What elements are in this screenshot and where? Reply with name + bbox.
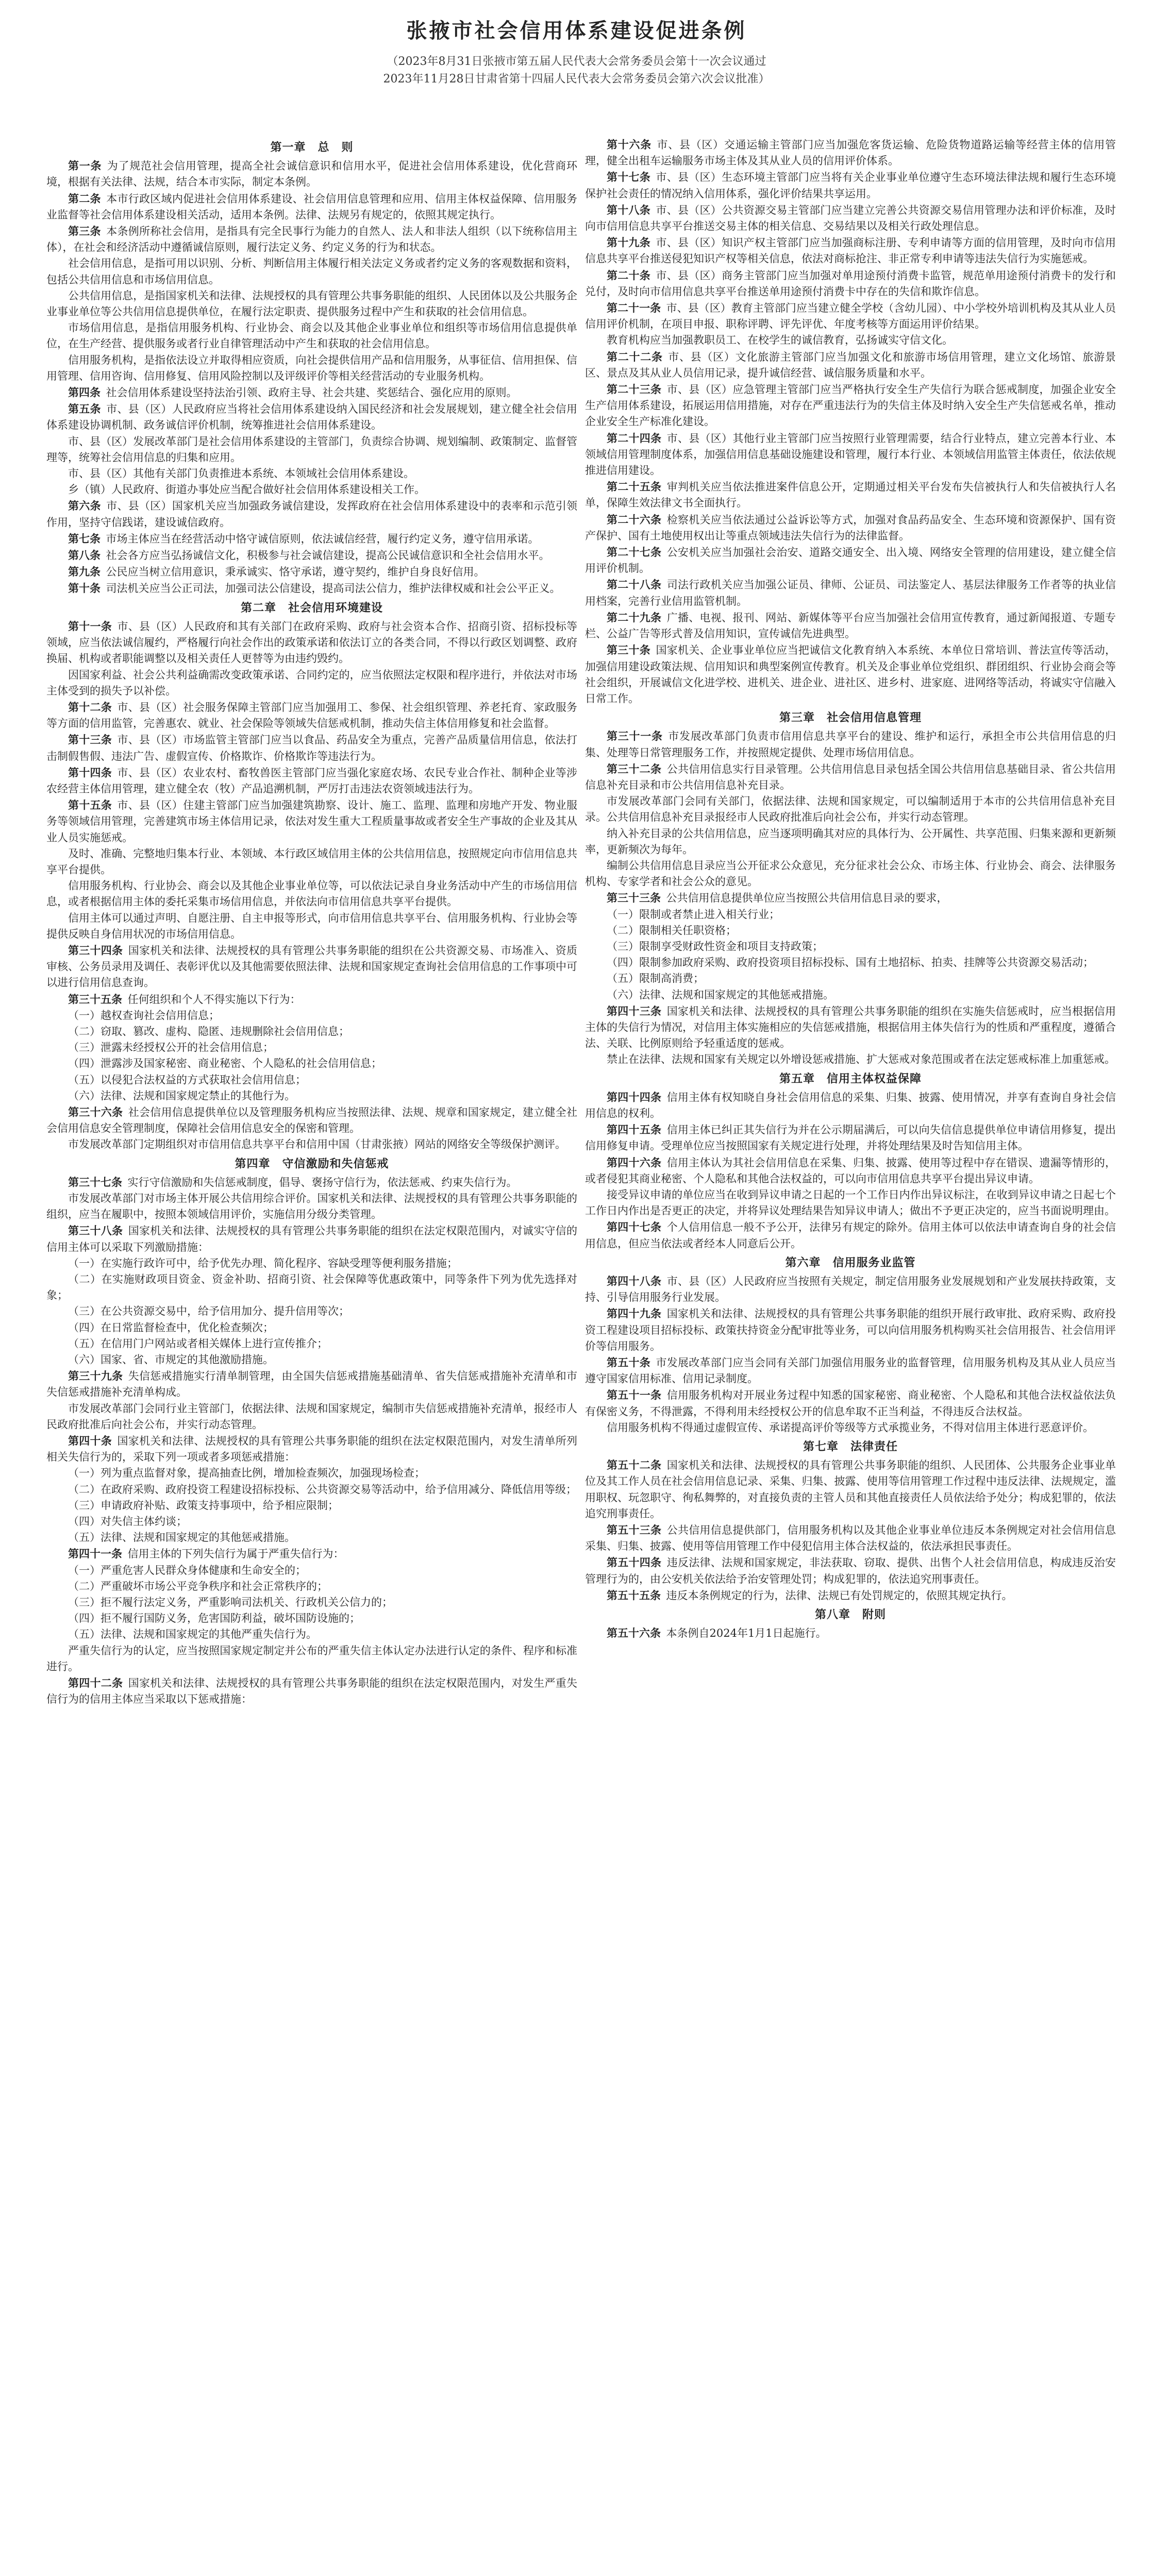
article-paragraph [46, 699, 577, 732]
chapter-heading: 第一章 总 则 [270, 141, 354, 154]
article-text: 社会各方应当弘扬诚信文化，积极参与社会诚信建设，提高公民诚信意识和全社会信用水平。 [106, 549, 550, 562]
article-number: 第三条 [68, 225, 101, 238]
article-text: 为了规范社会信用管理，提高全社会诚信意识和信用水平，促进社会信用体系建设，优化营商环境，根据有关法律、法规，结合本市实际，制定本条例。 [46, 160, 577, 189]
chapter-heading: 第三章 社会信用信息管理 [779, 711, 922, 725]
article-number: 第十五条 [68, 799, 112, 812]
chapter-heading: 第五章 信用主体权益保障 [779, 1072, 922, 1086]
article-paragraph [585, 1122, 1116, 1154]
article-text: 市、县（区）商务主管部门应当加强对单用途预付消费卡监管，规范单用途预付消费卡的发行和兑付，及时向市信用信息共享平台推送单用途预付消费卡中存在的失信和欺诈信息。 [585, 269, 1116, 298]
article-paragraph [585, 202, 1116, 234]
article-text: 检察机关应当依法通过公益诉讼等方式，加强对食品药品安全、生态环境和资源保护、国有资产保护、国有土地使用权出让等重点领域违法失信行为的法律监督。 [585, 513, 1116, 542]
article-number: 第四十四条 [607, 1090, 662, 1104]
article-text: 本市行政区域内促进社会信用体系建设、社会信用信息管理和应用、信用主体权益保障、信用服务业监督等社会信用体系建设相关活动，适用本条例。法律、法规另有规定的，依照其规定执行。 [46, 192, 577, 221]
article-paragraph [585, 1587, 1116, 1604]
article-number: 第十九条 [607, 236, 651, 249]
article-text: 市、县（区）市场监管主管部门应当以食品、药品安全为重点，完善产品质量信用信息，依法打击制假售假、违法广告、虚假宣传、价格欺诈、价格欺诈等违法行为。 [46, 734, 577, 762]
article-number: 第五十一条 [607, 1388, 662, 1402]
article-number: 第五十二条 [607, 1459, 662, 1472]
list-item: （五）在信用门户网站或者相关媒体上进行宣传推介； [68, 1337, 328, 1350]
article-paragraph [585, 479, 1116, 511]
article-text: 违反法律、法规和国家规定，非法获取、窃取、提供、出售个人社会信用信息，构成违反治安管理行为的，由公安机关依法给予治安管理处罚；构成犯罪的，依法追究刑事责任。 [585, 1556, 1116, 1585]
article-number: 第二十七条 [607, 546, 662, 559]
article-text: 国家机关和法律、法规授权的具有管理公共事务职能的组织开展行政审批、政府采购、政府投资工程建设项目招标投标、政策扶持资金分配审批等业务，可以向信用服务机构购买社会信用报告、社会信用评价等信用服务。 [585, 1308, 1116, 1352]
article-text: 市、县（区）社会服务保障主管部门应当加强用工、参保、社会组织管理、养老托育、家政服务等方面的信用监管，完善惠农、就业、社会保险等领域失信惩戒机制，推动失信主体信用修复和社会监督。 [46, 701, 577, 730]
article-text: 国家机关和法律、法规授权的具有管理公共事务职能的组织在公共资源交易、市场准入、资质审核、公务员录用及调任、表彰评优以及其他需要依照法律、法规和国家规定查询社会信用信息的工作事项中可以进行信用信息查询。 [46, 944, 577, 989]
article-number: 第二十四条 [607, 431, 662, 445]
list-item: （三）申请政府补贴、政策支持事项中，给予相应限制； [68, 1499, 339, 1512]
article-number: 第十一条 [68, 619, 112, 633]
article-number: 第一条 [68, 159, 102, 173]
article-number: 第二十三条 [607, 383, 662, 396]
list-item: （一）越权查询社会信用信息； [68, 1009, 220, 1022]
list-item: （五）限制高消费； [607, 972, 704, 985]
article-paragraph [585, 1003, 1116, 1052]
article-paragraph [585, 1554, 1116, 1587]
article-text: 公共信用信息实行目录管理。公共信用信息目录包括全国公共信用信息基础目录、省公共信用信息补充目录和市公共信用信息补充目录。 [585, 762, 1116, 791]
article-text: 社会信用体系建设坚持法治引领、政府主导、社会共建、奖惩结合、强化应用的原则。 [106, 386, 517, 399]
article-number: 第四十三条 [607, 1004, 662, 1018]
article-paragraph [585, 267, 1116, 300]
article-paragraph [585, 137, 1116, 169]
document-header [0, 14, 1153, 88]
list-item: （三）在公共资源交易中，给予信用加分、提升信用等次； [68, 1305, 349, 1318]
body-paragraph: 乡（镇）人民政府、街道办事处应当配合做好社会信用体系建设相关工作。 [68, 483, 425, 496]
list-item: （一）在实施行政许可中，给予优先办理、简化程序、容缺受理等便利服务措施； [68, 1257, 458, 1269]
article-number: 第二十八条 [607, 578, 662, 591]
article-number: 第二十二条 [607, 350, 663, 363]
article-text: 国家机关和法律、法规授权的具有管理公共事务职能的组织在法定权限范围内，对发生清单所列相关失信行为的，采取下列一项或者多项惩戒措施： [46, 1435, 577, 1464]
article-number: 第六条 [68, 499, 101, 513]
article-paragraph [585, 890, 1116, 906]
article-number: 第二十九条 [607, 611, 662, 624]
list-item: （六）法律、法规和国家规定的其他惩戒措施。 [607, 988, 834, 1001]
article-text: 国家机关、企业事业单位应当把诚信文化教育纳入本系统、本单位日常培训、普法宣传等活动，加强信用建设政策法规、信用知识和典型案例宣传教育。机关及企事业单位党组织、群团组织、行业协会商会等社会组织，开展诚信文化进学校、进机关、进企业、进社区、进乡村、进家庭、进网络等活动，将诚实守信融入日常工作。 [585, 644, 1116, 705]
list-item: （四）限制参加政府采购、政府投资项目招标投标、国有土地招标、拍卖、挂牌等公共资源交易活动； [607, 956, 1094, 969]
article-text: 公共信用信息提供单位应当按照公共信用信息目录的要求， [666, 892, 948, 905]
document-title: 张掖市社会信用体系建设促进条例 [406, 19, 747, 43]
article-paragraph [585, 1273, 1116, 1306]
list-item: （四）在日常监督检查中，优化检查频次； [68, 1321, 274, 1334]
article-number: 第二条 [68, 192, 101, 205]
article-number: 第七条 [68, 532, 101, 545]
article-number: 第五十三条 [607, 1523, 662, 1537]
article-text: 市、县（区）国家机关应当加强政务诚信建设，发挥政府在社会信用体系建设中的表率和示范引领作用，坚持守信践诺，建设诚信政府。 [46, 500, 577, 529]
article-paragraph [585, 642, 1116, 707]
left-column [46, 137, 577, 2576]
list-item: （二）严重破坏市场公平竞争秩序和社会正常秩序的； [68, 1580, 328, 1592]
article-text: 市、县（区）人民政府和其有关部门在政府采购、政府与社会资本合作、招商引资、招标投标等领域，应当依法诚信履约，严格履行向社会作出的政策承诺和依法订立的各类合同，不得以行政区划调整、政府换届、机构或者职能调整以及相关责任人更替等为由违约毁约。 [46, 620, 577, 665]
article-text: 市、县（区）交通运输主管部门应当加强危客货运输、危险货物道路运输等经营主体的信用管理，健全出租车运输服务市场主体及其从业人员的信用评价体系。 [585, 139, 1116, 167]
article-text: 广播、电视、报刊、网站、新媒体等平台应当加强社会信用宣传教育，通过新闻报道、专题专栏、公益广告等形式普及信用知识，宣传诚信先进典型。 [585, 611, 1116, 640]
article-paragraph [585, 1387, 1116, 1419]
article-paragraph [46, 991, 577, 1008]
article-number: 第二十五条 [607, 480, 662, 494]
article-text: 市、县（区）文化旅游主管部门应当加强文化和旅游市场信用管理，建立文化场馆、旅游景区、景点及其从业人员信用记录，提升诚信经营、诚信服务质量和水平。 [585, 350, 1116, 379]
article-text: 个人信用信息一般不予公开，法律另有规定的除外。信用主体可以依法申请查询自身的社会信用信息，但应当依法或者经本人同意后公开。 [585, 1221, 1116, 1250]
article-number: 第四十条 [68, 1434, 112, 1448]
body-paragraph: 接受异议申请的单位应当在收到异议申请之日起的一个工作日内作出异议标注，在收到异议申请之日起七个工作日内作出是否更正的决定，并将异议处理结果告知异议申请人；做出不予更正决定的，应当书面说明理由。 [585, 1189, 1116, 1217]
article-number: 第五十六条 [607, 1626, 661, 1640]
article-text: 公共信用信息提供部门，信用服务机构以及其他企业事业单位违反本条例规定对社会信用信息采集、归集、披露、使用等信用管理工作中侵犯信用主体合法权益的，依法承担民事责任。 [585, 1524, 1116, 1553]
article-number: 第二十条 [607, 268, 651, 282]
article-text: 审判机关应当依法推进案件信息公开，定期通过相关平台发布失信被执行人和失信被执行人名单，保障生效法律文书全面执行。 [585, 481, 1116, 510]
article-paragraph [46, 1675, 577, 1707]
article-text: 实行守信激励和失信惩戒制度，倡导、褒扬守信行为，依法惩戒、约束失信行为。 [127, 1176, 517, 1189]
article-paragraph [585, 300, 1116, 332]
article-text: 信用服务机构对开展业务过程中知悉的国家秘密、商业秘密、个人隐私和其他合法权益依法负有保密义务，不得泄露，不得利用未经授权公开的信息牟取不正当利益，不得违反合法权益。 [585, 1389, 1116, 1418]
article-number: 第十七条 [607, 171, 651, 184]
list-item: （一）严重危害人民群众身体健康和生命安全的； [68, 1564, 306, 1577]
list-item: （五）法律、法规和国家规定的其他严重失信行为。 [68, 1628, 317, 1641]
article-paragraph [585, 1354, 1116, 1387]
article-text: 国家机关和法律、法规授权的具有管理公共事务职能的组织在法定权限范围内，对诚实守信的信用主体可以采取下列激励措施： [46, 1225, 577, 1253]
list-item: （二）限制相关任职资格； [607, 924, 737, 937]
article-paragraph [585, 609, 1116, 642]
list-item: （一）列为重点监督对象，提高抽查比例，增加检查频次，加强现场检查； [68, 1467, 425, 1480]
body-paragraph: 市发展改革部门定期组织对市信用信息共享平台和信用中国（甘肃张掖）网站的网络安全等级保护测评。 [68, 1138, 566, 1151]
body-paragraph: 市发展改革部门对市场主体开展公共信用综合评价。国家机关和法律、法规授权的具有管理公共事务职能的组织，应当在履职中，按照本领域信用评价，实施信用分级分类管理。 [46, 1192, 577, 1221]
body-paragraph: 信用服务机构，是指依法设立并取得相应资质，向社会提供信用产品和信用服务，从事征信、信用担保、信用管理、信用咨询、信用修复、信用风险控制以及评级评价等相关经营活动的专业服务机构。 [46, 353, 577, 382]
article-number: 第十三条 [68, 733, 112, 747]
article-paragraph [585, 512, 1116, 544]
adoption-note-line: （2023年8月31日张掖市第五届人民代表大会常务委员会第十一次会议通过 [387, 55, 766, 68]
article-paragraph [585, 1089, 1116, 1122]
article-text: 市发展改革部门应当会同有关部门加强信用服务业的监督管理，信用服务机构及其从业人员应当遵守国家信用标准、信用记录制度。 [585, 1357, 1116, 1385]
article-paragraph [585, 169, 1116, 201]
article-paragraph [46, 797, 577, 846]
article-number: 第三十六条 [68, 1105, 123, 1118]
right-column [585, 137, 1116, 2576]
article-number: 第三十条 [607, 643, 651, 657]
article-text: 本条例自2024年1月1日起施行。 [666, 1627, 827, 1640]
body-paragraph: 市、县（区）发展改革部门是社会信用体系建设的主管部门，负责综合协调、规划编制、政策制定、监督管理等，统筹社会信用信息的归集和应用。 [46, 435, 577, 464]
adoption-note [0, 53, 1153, 88]
article-paragraph [46, 732, 577, 764]
article-paragraph [46, 765, 577, 797]
article-paragraph [46, 384, 577, 401]
list-item: （五）法律、法规和国家规定的其他惩戒措施。 [68, 1531, 295, 1544]
article-number: 第五十四条 [607, 1556, 662, 1569]
article-text: 司法机关应当公正司法，加强司法公信建设，提高司法公信力，维护法律权威和社会公平正义。 [106, 582, 561, 595]
list-item: （六）国家、省、市规定的其他激励措施。 [68, 1353, 274, 1366]
article-paragraph [585, 349, 1116, 381]
article-paragraph [46, 564, 577, 580]
list-item: （一）限制或者禁止进入相关行业； [607, 908, 780, 921]
article-number: 第四条 [68, 386, 101, 399]
article-number: 第三十一条 [607, 730, 663, 743]
article-number: 第十条 [68, 582, 101, 595]
article-number: 第十六条 [607, 138, 651, 151]
article-text: 信用主体已纠正其失信行为并在公示期届满后，可以向失信信息提供单位申请信用修复，提出信用修复申请。受理单位应当按照国家有关规定进行处理，并将处理结果及时告知信用主体。 [585, 1124, 1116, 1153]
article-paragraph [46, 498, 577, 530]
article-paragraph [585, 577, 1116, 609]
article-text: 违反本条例规定的行为，法律、法规已有处罚规定的，依照其规定执行。 [666, 1589, 1013, 1602]
article-text: 市、县（区）生态环境主管部门应当将有关企业事业单位遵守生态环境法律法规和履行生态环境保护社会责任的情况纳入信用体系，强化评价结果共享运用。 [585, 171, 1116, 200]
adoption-note-line: 2023年11月28日甘肃省第十四届人民代表大会常务委员会第六次会议批准） [383, 73, 770, 86]
article-paragraph [585, 1155, 1116, 1187]
article-paragraph [46, 1104, 577, 1137]
article-text: 信用主体认为其社会信用信息在采集、归集、披露、使用等过程中存在错误、遗漏等情形的，或者侵犯其商业秘密、个人隐私和其他合法权益的，可以向市信用信息共享平台提出异议申请。 [585, 1156, 1116, 1185]
article-number: 第九条 [68, 565, 101, 579]
article-number: 第八条 [68, 549, 101, 562]
article-paragraph [585, 234, 1116, 267]
article-number: 第五十条 [607, 1356, 651, 1369]
article-paragraph [46, 1223, 577, 1255]
article-text: 市、县（区）教育主管部门应当建立健全学校（含幼儿园）、中小学校外培训机构及其从业人员信用评价机制，在项目申报、职称评聘、评先评优、年度考核等方面运用评价结果。 [585, 302, 1116, 331]
article-paragraph [46, 158, 577, 190]
article-number: 第十四条 [68, 766, 112, 779]
article-text: 市发展改革部门负责市信用信息共享平台的建设、维护和运行，承担全市公共信用信息的归集、处理等日常管理服务工作，并按照规定提供、处理市场信用信息。 [585, 730, 1116, 759]
article-text: 失信惩戒措施实行清单制管理，由全国失信惩戒措施基础清单、省失信惩戒措施补充清单和市失信惩戒措施补充清单构成。 [46, 1370, 577, 1399]
body-paragraph: 严重失信行为的认定，应当按照国家规定制定并公布的严重失信主体认定办法进行认定的条件、程序和标准进行。 [46, 1644, 577, 1673]
list-item: （五）以侵犯合法权益的方式获取社会信用信息； [68, 1073, 306, 1086]
article-text: 司法行政机关应当加强公证员、律师、公证员、司法鉴定人、基层法律服务工作者等的执业信用档案，完善行业信用监管机制。 [585, 579, 1116, 607]
list-item: （二）窃取、篡改、虚构、隐匿、违规删除社会信用信息； [68, 1025, 349, 1038]
body-paragraph: 教育机构应当加强教职员工、在校学生的诚信教育，弘扬诚实守信文化。 [607, 334, 953, 347]
body-paragraph: 市发展改革部门会同有关部门，依据法律、法规和国家规定，可以编制适用于本市的公共信用信息补充目录。公共信用信息补充目录报经市人民政府批准后向社会公布，并实行动态管理。 [585, 795, 1116, 824]
article-text: 市、县（区）人民政府应当将社会信用体系建设纳入国民经济和社会发展规划，建立健全社会信用体系建设协调机制、政务诚信评价机制，统筹推进社会信用体系建设。 [46, 403, 577, 432]
article-paragraph [46, 1174, 577, 1191]
article-paragraph [46, 531, 577, 547]
article-paragraph [585, 544, 1116, 577]
article-paragraph [46, 191, 577, 223]
list-item: （二）在政府采购、政府投资工程建设招标投标、公共资源交易等活动中，给予信用减分、降低信用等级； [68, 1483, 577, 1496]
article-number: 第三十八条 [68, 1224, 123, 1238]
list-item: （三）限制享受财政性资金和项目支持政策； [607, 940, 823, 953]
list-item: （三）泄露未经授权公开的社会信用信息； [68, 1041, 274, 1054]
article-number: 第三十三条 [607, 891, 661, 905]
article-paragraph [585, 728, 1116, 760]
article-number: 第四十六条 [607, 1156, 662, 1169]
article-text: 国家机关和法律、法规授权的具有管理公共事务职能的组织、人民团体、公共服务企业事业单位及其工作人员在社会信用信息记录、采集、归集、披露、使用等信用管理工作过程中违反法律、法规规定，滥用职权、玩忽职守、徇私舞弊的，对直接负责的主管人员和其他直接责任人员依法给予处分；构成犯罪的，依法追究刑事责任。 [585, 1459, 1116, 1520]
article-text: 信用主体的下列失信行为属于严重失信行为： [127, 1548, 344, 1561]
article-text: 本条例所称社会信用，是指具有完全民事行为能力的自然人、法人和非法人组织（以下统称信用主体），在社会和经济活动中遵循诚信原则，履行法定义务、约定义务的行为和状态。 [46, 225, 577, 254]
article-paragraph [46, 580, 577, 597]
body-paragraph: 纳入补充目录的公共信用信息，应当逐项明确其对应的具体行为、公开属性、共享范围、归集来源和更新频率，更新频次为每年。 [585, 827, 1116, 856]
article-number: 第四十一条 [68, 1547, 122, 1561]
article-number: 第二十六条 [607, 513, 662, 526]
body-paragraph: 市场信用信息，是指信用服务机构、行业协会、商会以及其他企业事业单位和组织等市场信用信息提供单位，在生产经营、提供服务或者行业自律管理活动中产生和获取的社会信用信息。 [46, 321, 577, 350]
article-paragraph [585, 381, 1116, 430]
article-text: 信用主体有权知晓自身社会信用信息的采集、归集、披露、使用情况，并享有查询自身社会信用信息的权利。 [585, 1091, 1116, 1120]
article-text: 市、县（区）应急管理主管部门应当严格执行安全生产失信行为联合惩戒制度，加强企业安全生产信用体系建设，拓展运用信用措施，对存在严重违法行为的失信主体及时纳入安全生产失信惩戒名单，推动企业安全生产标准化建设。 [585, 383, 1116, 428]
chapter-heading: 第六章 信用服务业监管 [785, 1256, 916, 1269]
article-number: 第五条 [68, 402, 101, 416]
article-paragraph [585, 1625, 1116, 1641]
body-paragraph: 信用主体可以通过声明、自愿注册、自主申报等形式，向市信用信息共享平台、信用服务机构、行业协会等提供反映自身信用状况的市场信用信息。 [46, 911, 577, 940]
article-text: 国家机关和法律、法规授权的具有管理公共事务职能的组织在法定权限范围内，对发生严重失信行为的信用主体应当采取以下惩戒措施： [46, 1677, 577, 1706]
article-text: 市、县（区）住建主管部门应当加强建筑勘察、设计、施工、监理、监理和房地产开发、物业服务等领域信用管理，完善建筑市场主体信用记录，依法对发生重大工程质量事故或者安全生产事故的企业及其从业人员实施惩戒。 [46, 799, 577, 844]
list-item: （六）法律、法规和国家规定禁止的其他行为。 [68, 1089, 295, 1102]
article-number: 第五十五条 [607, 1588, 661, 1602]
article-number: 第三十二条 [607, 762, 662, 775]
article-number: 第三十七条 [68, 1175, 122, 1189]
body-paragraph: 社会信用信息，是指可用以识别、分析、判断信用主体履行相关法定义务或者约定义务的客观数据和资料，包括公共信用信息和市场信用信息。 [46, 257, 577, 286]
article-text: 任何组织和个人不得实施以下行为： [127, 993, 301, 1006]
article-text: 公安机关应当加强社会治安、道路交通安全、出入境、网络安全管理的信用建设，建立健全信用评价机制。 [585, 546, 1116, 575]
article-paragraph [46, 1433, 577, 1465]
article-paragraph [46, 1368, 577, 1400]
article-text: 市、县（区）人民政府应当按照有关规定，制定信用服务业发展规划和产业发展扶持政策，支持、引导信用服务行业发展。 [585, 1275, 1116, 1304]
article-paragraph [585, 430, 1116, 479]
article-paragraph [46, 401, 577, 433]
article-number: 第二十一条 [607, 301, 661, 315]
article-paragraph [46, 618, 577, 667]
article-text: 市场主体应当在经营活动中恪守诚信原则，依法诚信经营，履行约定义务，遵守信用承诺。 [106, 532, 539, 545]
article-paragraph [585, 1522, 1116, 1554]
article-text: 市、县（区）其他行业主管部门应当按照行业管理需要，结合行业特点，建立完善本行业、本领域信用管理制度体系，加强信用信息基础设施建设和管理，履行本行业、本领域信用监管主体责任，依法依规推进信用建设。 [585, 432, 1116, 477]
body-paragraph: 市、县（区）其他有关部门负责推进本系统、本领域社会信用体系建设。 [68, 467, 414, 480]
chapter-heading: 第四章 守信激励和失信惩戒 [235, 1157, 389, 1171]
article-paragraph [585, 1306, 1116, 1354]
article-number: 第四十五条 [607, 1123, 662, 1137]
body-paragraph: 信用服务机构、行业协会、商会以及其他企业事业单位等，可以依法记录自身业务活动中产生的市场信用信息，或者根据信用主体的委托采集市场信用信息，并依法向市信用信息共享平台提供。 [46, 879, 577, 908]
article-number: 第十二条 [68, 700, 112, 714]
body-paragraph: 编制公共信用信息目录应当公开征求公众意见，充分征求社会公众、市场主体、行业协会、商会、法律服务机构、专家学者和社会公众的意见。 [585, 859, 1116, 888]
body-paragraph: 因国家利益、社会公共利益确需改变政策承诺、合同约定的，应当依照法定权限和程序进行，并依法对市场主体受到的损失予以补偿。 [46, 668, 577, 697]
list-item: （三）拒不履行法定义务，严重影响司法机关、行政机关公信力的； [68, 1596, 393, 1609]
article-text: 市、县（区）公共资源交易主管部门应当建立完善公共资源交易信用管理办法和评价标准，及时向市信用信息共享平台推送交易主体的相关信息、交易结果以及相关行政处理信息。 [585, 204, 1116, 233]
article-number: 第四十九条 [607, 1307, 662, 1320]
article-text: 市、县（区）农业农村、畜牧兽医主管部门应当强化家庭农场、农民专业合作社、制种企业等涉农经营主体信用管理，建立健全农（牧）产品追溯机制，严厉打击违法农资领域违法行为。 [46, 766, 577, 795]
article-number: 第四十二条 [68, 1676, 123, 1690]
list-item: （四）拒不履行国防义务，危害国防利益，破坏国防设施的； [68, 1612, 360, 1625]
article-paragraph [46, 942, 577, 991]
body-paragraph: 信用服务机构不得通过虚假宣传、承诺提高评价等级等方式承揽业务，不得对信用主体进行恶意评价。 [607, 1421, 1094, 1434]
chapter-heading: 第七章 法律责任 [803, 1440, 898, 1454]
article-paragraph [585, 1457, 1116, 1522]
body-paragraph: 及时、准确、完整地归集本行业、本领域、本行政区域信用主体的公共信用信息，按照规定向市信用信息共享平台提供。 [46, 847, 577, 876]
article-number: 第四十七条 [607, 1221, 662, 1234]
article-number: 第十八条 [607, 203, 651, 216]
article-paragraph [585, 1219, 1116, 1251]
article-paragraph [46, 1546, 577, 1562]
list-item: （四）对失信主体约谈； [68, 1515, 187, 1528]
chapter-heading: 第二章 社会信用环境建设 [240, 601, 383, 615]
article-paragraph [46, 547, 577, 564]
body-paragraph: 禁止在法律、法规和国家有关规定以外增设惩戒措施、扩大惩戒对象范围或者在法定惩戒标准上加重惩戒。 [607, 1053, 1115, 1066]
article-number: 第四十八条 [607, 1275, 662, 1288]
article-text: 市、县（区）知识产权主管部门应当加强商标注册、专利申请等方面的信用管理，及时向市信用信息共享平台推送侵犯知识产权等相关信息，依法对商标抢注、非正常专利申请等违法失信行为实施惩戒。 [585, 236, 1116, 265]
list-item: （二）在实施财政项目资金、资金补助、招商引资、社会保障等优惠政策中，同等条件下列为优先选择对象； [46, 1273, 577, 1302]
chapter-heading: 第八章 附则 [814, 1608, 886, 1622]
list-item: （四）泄露涉及国家秘密、商业秘密、个人隐私的社会信用信息； [68, 1057, 382, 1070]
article-text: 公民应当树立信用意识，秉承诚实、恪守承诺，遵守契约，维护自身良好信用。 [106, 566, 485, 579]
body-paragraph: 市发展改革部门会同行业主管部门，依据法律、法规和国家规定，编制市失信惩戒措施补充清单，报经市人民政府批准后向社会公布，并实行动态管理。 [46, 1402, 577, 1431]
article-paragraph [46, 223, 577, 256]
article-number: 第三十五条 [68, 992, 122, 1006]
article-paragraph [585, 761, 1116, 793]
body-paragraph: 公共信用信息，是指国家机关和法律、法规授权的具有管理公共事务职能的组织、人民团体以及公共服务企业事业单位等公共信用信息提供单位，在履行法定职责、提供服务过程中产生和获取的社会信用信息。 [46, 289, 577, 318]
article-text: 社会信用信息提供单位以及管理服务机构应当按照法律、法规、规章和国家规定，建立健全社会信用信息安全管理制度，保障社会信用信息安全的保密和管理。 [46, 1106, 577, 1135]
article-text: 国家机关和法律、法规授权的具有管理公共事务职能的组织在实施失信惩戒时，应当根据信用主体的失信行为情况，对信用主体实施相应的失信惩戒措施，根据信用主体失信行为的性质和严重程度，遵循合法、关联、比例原则给予轻重适度的惩戒。 [585, 1005, 1116, 1050]
article-number: 第三十九条 [68, 1369, 123, 1383]
article-number: 第三十四条 [68, 943, 123, 957]
